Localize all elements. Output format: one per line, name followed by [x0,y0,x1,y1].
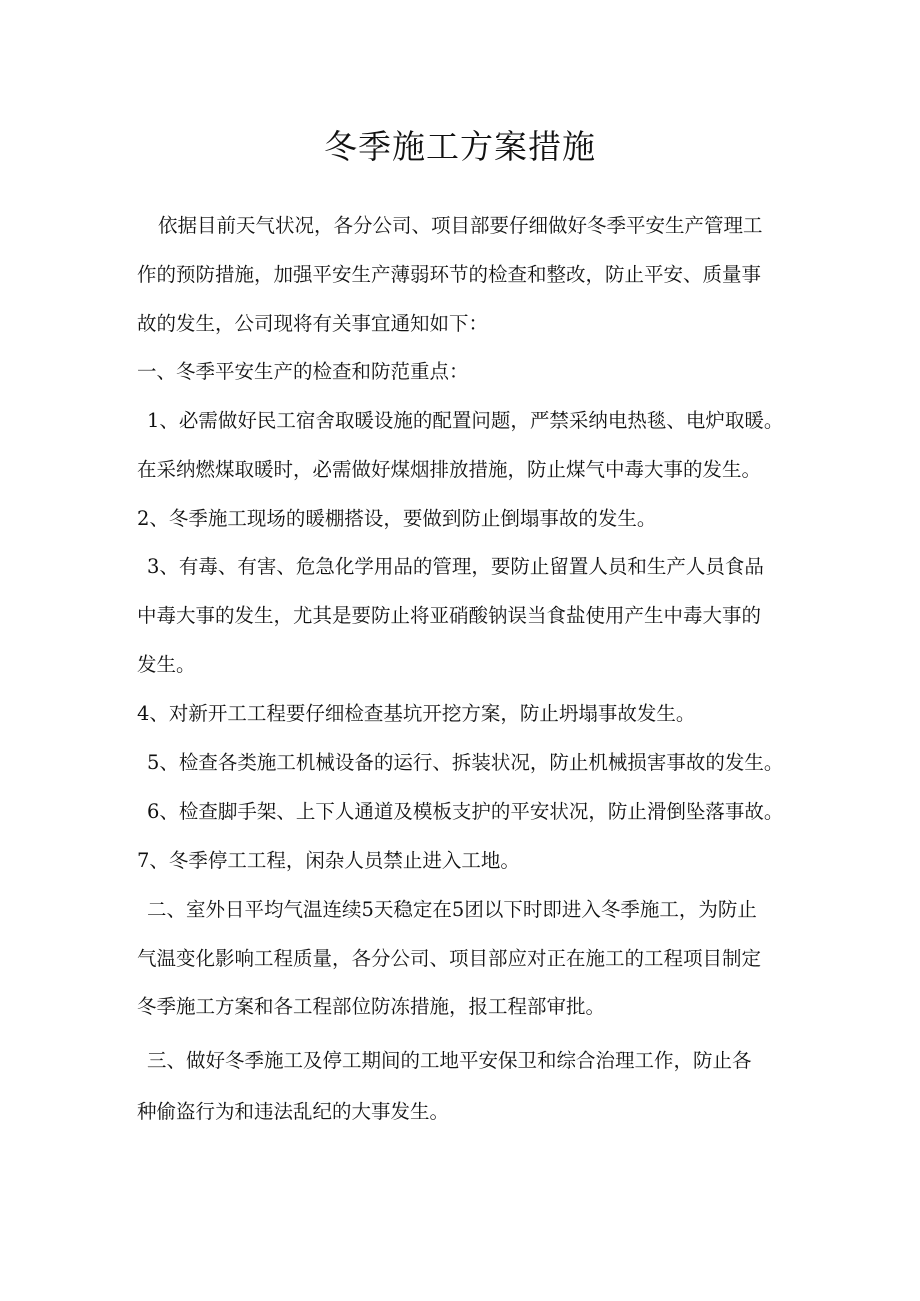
list-item-line: 在采纳燃煤取暖时，必需做好煤烟排放措施，防止煤气中毒大事的发生。 [137,458,762,481]
list-item-line: 3、有毒、有害、危急化学用品的管理，要防止留置人员和生产人员食品 [147,555,764,578]
list-item-line: 2、冬季施工现场的暖棚搭设，要做到防止倒塌事故的发生。 [137,507,657,530]
section-paragraph-line: 气温变化影响工程质量，各分公司、项目部应对正在施工的工程项目制定 [137,947,762,970]
list-item-line: 中毒大事的发生，尤其是要防止将亚硝酸钠误当食盐使用产生中毒大事的 [137,604,762,627]
section-paragraph-line: 冬季施工方案和各工程部位防冻措施，报工程部审批。 [137,995,606,1018]
list-item-line: 发生。 [137,653,196,676]
section-paragraph-line: 二、室外日平均气温连续5天稳定在5团以下时即进入冬季施工，为防止 [147,898,757,921]
list-item-line: 4、对新开工工程要仔细检查基坑开挖方案，防止坍塌事故发生。 [137,702,696,725]
list-item-line: 1、必需做好民工宿舍取暖设施的配置问题，严禁采纳电热毯、电炉取暖。 [147,409,784,432]
paragraph-line: 依据目前天气状况，各分公司、项目部要仔细做好冬季平安生产管理工 [158,214,763,237]
paragraph-line: 故的发生，公司现将有关事宜通知如下： [137,312,489,335]
section-paragraph-line: 种偷盗行为和违法乱纪的大事发生。 [137,1100,450,1123]
list-item-line: 5、检查各类施工机械设备的运行、拆装状况，防止机械损害事故的发生。 [147,751,784,774]
section-paragraph-line: 三、做好冬季施工及停工期间的工地平安保卫和综合治理工作，防止各 [147,1049,752,1072]
section-heading: 一、冬季平安生产的检查和防范重点： [137,360,469,383]
list-item-line: 6、检查脚手架、上下人通道及模板支护的平安状况，防止滑倒坠落事故。 [147,800,784,823]
document-title: 冬季施工方案措施 [324,127,596,166]
paragraph-line: 作的预防措施，加强平安生产薄弱环节的检查和整改，防止平安、质量事 [137,263,762,286]
list-item-line: 7、冬季停工工程，闲杂人员禁止进入工地。 [137,849,520,872]
